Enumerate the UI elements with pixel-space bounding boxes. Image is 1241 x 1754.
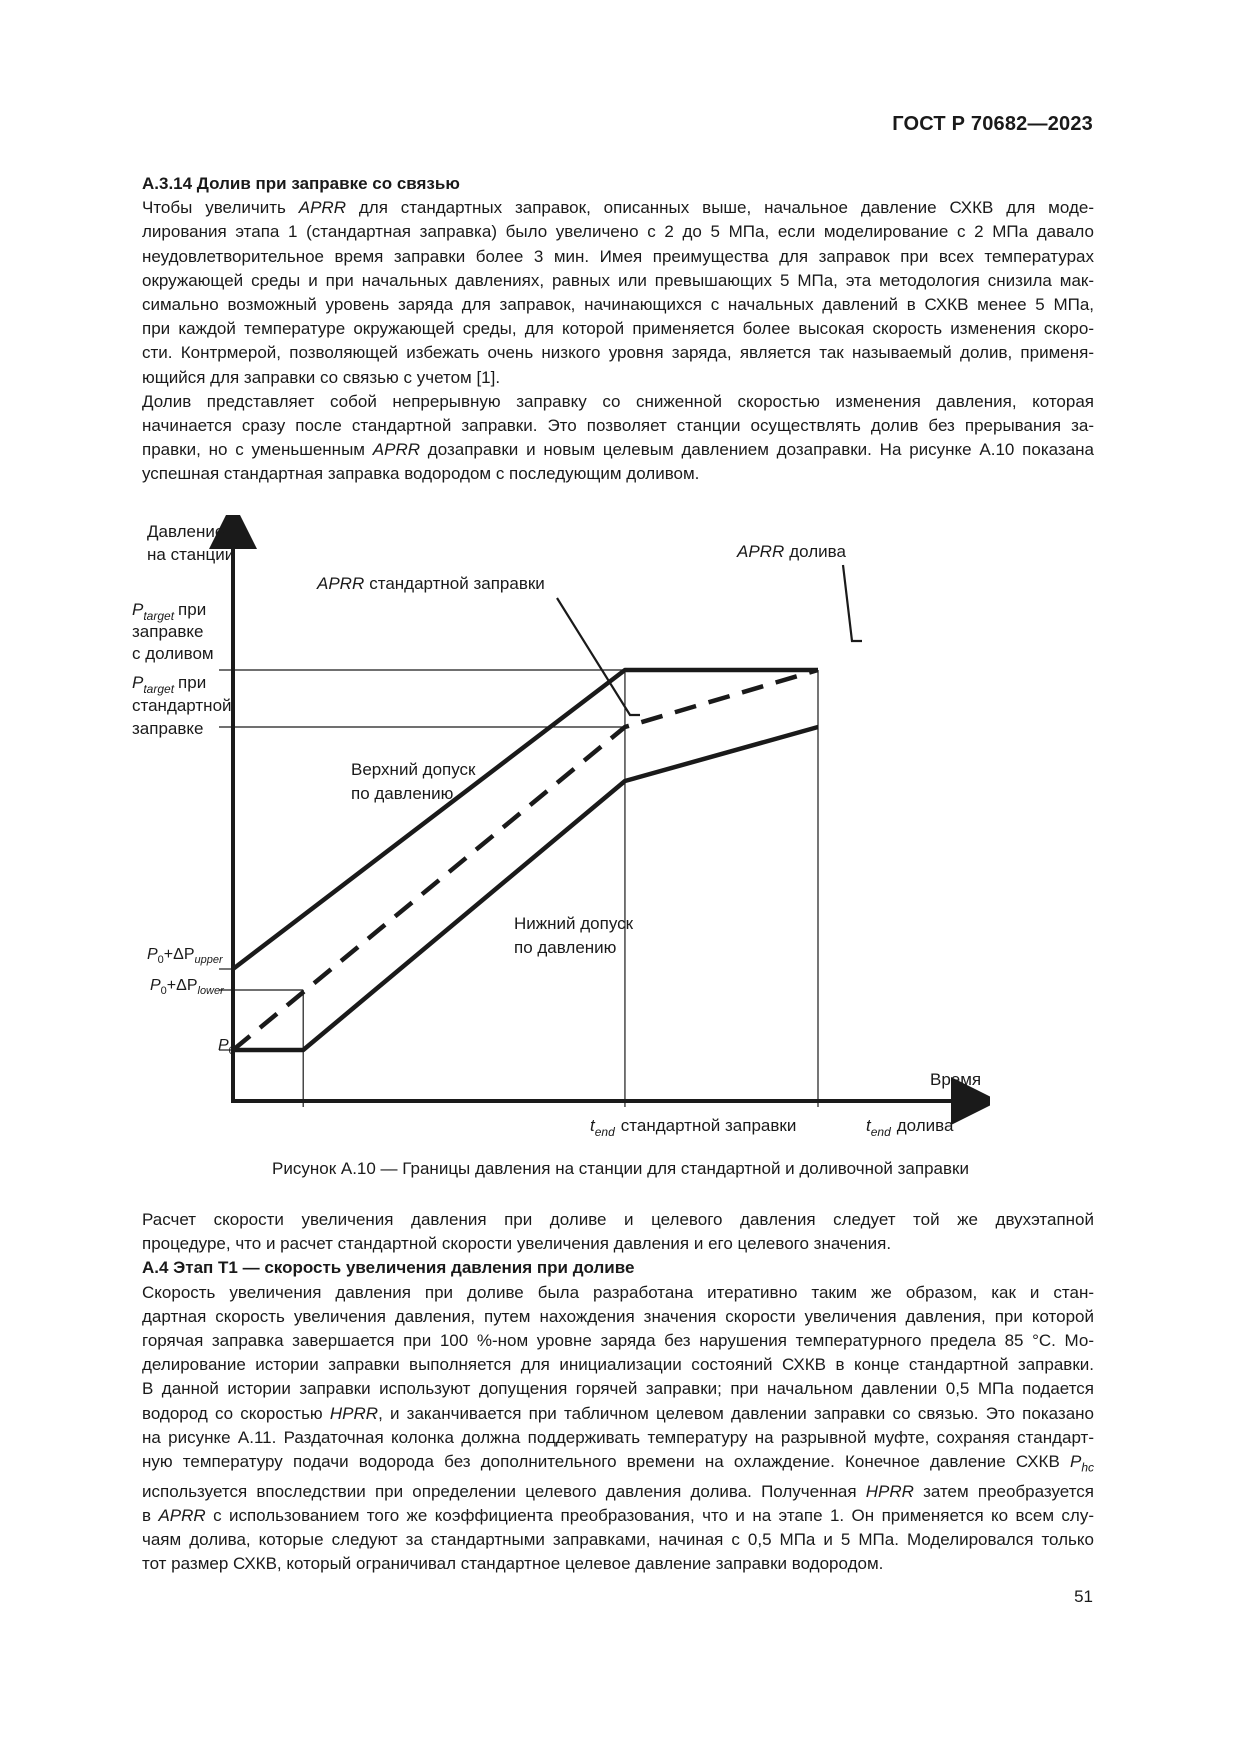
text-line: лирования этапа 1 (стандартная заправка) было увеличено с 2 до 5 МПа, если моделирование с 2 МПа давало xyxy=(142,222,1094,242)
x-tick-tend-std xyxy=(590,1116,796,1139)
text-line: используется впоследствии при определении целевого давления долива. Полученная HPRR затем преобразуется xyxy=(142,1481,1094,1501)
paragraph-a314-2 xyxy=(142,390,1094,487)
y-tick-subscript: 0 xyxy=(157,954,164,966)
text-line: водород со скоростью HPRR, и заканчивается при табличном целевом давлении заправки со связью. Это показано xyxy=(142,1403,1095,1423)
text-line: Расчет скорости увеличения давления при доливе и целевого давления следует той же двухэтапной xyxy=(142,1210,1094,1229)
text-line: в APRR с использованием того же коэффициента преобразования, что и на этапе 1. Он применяется ко всем слу- xyxy=(142,1505,1094,1525)
x-tick-subscript: end xyxy=(594,1125,615,1139)
y-tick-ptarget-top-line3: с доливом xyxy=(132,644,214,663)
annotation-lower-line2: по давлению xyxy=(514,938,617,957)
y-tick-ptarget-std xyxy=(132,673,232,738)
text-line: дартная скорость увеличения давления, путем нахождения значения скорости увеличения давления, при которой xyxy=(142,1306,1094,1326)
annotation-italic: APRR xyxy=(317,574,365,593)
text-line: успешная стандартная заправка водородом с последующим доливом. xyxy=(142,464,700,484)
y-tick-symbol: P xyxy=(132,600,144,619)
section-heading-text: А.3.14 Долив при заправке со связью xyxy=(142,174,460,193)
y-tick-text: при xyxy=(178,600,207,619)
text-line: ную температуру подачи водорода без дополнительного времени на охлаждение. Конечное давление СХКВ $P_{hc}$ xyxy=(142,1452,1094,1475)
paragraph-a314-1 xyxy=(142,196,1094,390)
text-line: Долив представляет собой непрерывную заправку со сниженной скоростью изменения давления, которая xyxy=(142,391,1094,411)
series-lower-tolerance xyxy=(233,727,818,1050)
text-line: чаям долива, которые следуют за стандартными заправками, начиная с 0,5 МПа и 5 МПа. Моделировался только xyxy=(142,1530,1094,1550)
x-tick-subscript: end xyxy=(870,1125,891,1139)
section-heading-a314 xyxy=(142,172,1094,196)
section-heading-a4 xyxy=(142,1256,1094,1280)
y-tick-p0-lower xyxy=(150,977,225,997)
section-heading-a4-text: А.4 Этап Т1 — скорость увеличения давления при доливе xyxy=(142,1258,635,1278)
y-tick-ptarget-std-line3: заправке xyxy=(132,719,204,738)
y-tick-ptarget-std-line1 xyxy=(132,673,206,696)
text-line: неудовлетворительное время заправки более 3 мин. Имея преимущества для заправок при всех температурах xyxy=(142,246,1094,266)
y-tick-subscript: target xyxy=(143,682,175,696)
text-line: горячая заправка завершается при 100 %-ном уровне заряда без нарушения температурного предела 85 °С. Мо- xyxy=(142,1331,1094,1351)
text-line: Чтобы увеличить APRR для стандартных заправок, описанных выше, начальное давление СХКВ для моде- xyxy=(142,198,1094,218)
y-tick-delta-subscript: upper xyxy=(194,954,223,966)
x-tick-tend-std-label xyxy=(590,1116,796,1139)
y-axis-label-line1: Давление xyxy=(147,522,225,541)
paragraph-a4 xyxy=(142,1281,1094,1577)
y-tick-symbol: P xyxy=(150,977,161,994)
section-a4-block xyxy=(142,1208,1094,1576)
text-line: сти. Контрмерой, позволяющей избежать очень низкого уровня заряда, является так называемый долив, применя- xyxy=(142,343,1094,363)
y-tick-symbol: P xyxy=(147,946,158,963)
annotation-upper-line1: Верхний допуск xyxy=(351,760,476,779)
text-line: В данной истории заправки используют допущения горячей заправки; при начальном давлении 0,5 МПа подается xyxy=(142,1379,1094,1399)
annotation-lower-line1: Нижний допуск xyxy=(514,914,634,933)
reference-lines xyxy=(219,670,818,1107)
text-line: Скорость увеличения давления при доливе была разработана итеративно таким же образом, как и стан- xyxy=(142,1282,1094,1302)
x-tick-text: долива xyxy=(896,1116,954,1135)
text-line: тот размер СХКВ, который ограничивал стандартное целевое давление заправки водородом. xyxy=(142,1554,884,1574)
y-tick-ptarget-top-line2: заправке xyxy=(132,622,204,641)
text-line: начинается сразу после стандартной заправки. Это позволяет станции осуществлять долив без прерывания за- xyxy=(142,416,1094,436)
y-tick-subscript: 0 xyxy=(160,985,167,997)
annotation-italic: APRR xyxy=(737,542,785,561)
y-tick-p0-upper-label xyxy=(147,946,224,966)
figure-a10 xyxy=(120,515,990,1150)
x-tick-tend-top-label xyxy=(866,1116,954,1139)
text-line: ющийся для заправки со связью с учетом [1]. xyxy=(142,367,501,387)
text-line: правки, но с уменьшенным APRR дозаправки и новым целевым давлением дозаправки. На рисунке А.10 показана xyxy=(142,440,1094,460)
y-tick-delta: +ΔP xyxy=(163,946,195,963)
pressure-chart xyxy=(120,515,990,1150)
section-a314 xyxy=(142,172,1094,487)
y-tick-p0-lower-label xyxy=(150,977,225,997)
text-line: процедуре, что и расчет стандартной скорости увеличения давления и его целевого значения. xyxy=(142,1234,892,1254)
document-number: ГОСТ Р 70682—2023 xyxy=(892,113,1093,135)
leader-aprr-std xyxy=(557,598,640,715)
y-tick-delta-subscript: lower xyxy=(197,985,224,997)
text-line: на рисунке А.11. Раздаточная колонка должна поддерживать температуру на разрывной муфте, сохраняя стандарт- xyxy=(142,1427,1094,1447)
y-tick-text: при xyxy=(178,673,207,692)
leader-aprr-top xyxy=(843,565,862,641)
annotation-leaders xyxy=(557,565,862,715)
x-tick-symbol: t xyxy=(590,1116,595,1135)
y-tick-symbol: P xyxy=(132,673,144,692)
figure-caption: Рисунок А.10 — Границы давления на станции для стандартной и доливочной заправки xyxy=(272,1159,969,1178)
y-tick-symbol: P xyxy=(218,1037,229,1054)
paragraph-after-figure xyxy=(142,1208,1094,1256)
text-line: делирование истории заправки выполняется для инициализации состояний СХКВ в конце стандартной заправки. xyxy=(142,1355,1094,1375)
y-tick-ptarget-std-line2: стандартной xyxy=(132,696,232,715)
y-tick-p0-upper xyxy=(147,946,224,966)
annotation-text: долива xyxy=(789,542,846,561)
text-line: при каждой температуре окружающей среды, для которой применяется более высокая скорость изменения скоро- xyxy=(142,319,1094,339)
y-tick-subscript: target xyxy=(143,609,175,623)
annotation-aprr-top-label xyxy=(736,542,846,561)
x-tick-tend-top xyxy=(866,1116,954,1139)
y-tick-subscript: 0 xyxy=(228,1045,235,1057)
y-tick-ptarget-top-line1 xyxy=(132,600,206,623)
x-axis-label: Время xyxy=(930,1070,982,1089)
y-axis-label-line2: на станции xyxy=(147,545,235,564)
annotation-upper-line2: по давлению xyxy=(351,784,454,803)
y-tick-delta: +ΔP xyxy=(166,977,198,994)
x-tick-text: стандартной заправки xyxy=(620,1116,797,1135)
x-tick-symbol: t xyxy=(866,1116,871,1135)
y-tick-ptarget-top xyxy=(132,600,214,663)
text-line: симально возможный уровень заряда для заправок, начинающихся с начальных давлений в СХКВ менее 5 МПа, xyxy=(142,295,1094,315)
annotation-aprr-std xyxy=(316,574,545,593)
page-number: 51 xyxy=(1074,1587,1093,1606)
annotation-aprr-top xyxy=(736,542,846,561)
text-line: окружающей среды и при начальных давлениях, равных или превышающих 5 МПа, эта методология снизила мак- xyxy=(142,270,1094,290)
annotation-text: стандартной заправки xyxy=(369,574,545,593)
annotation-aprr-std-label xyxy=(316,574,545,593)
